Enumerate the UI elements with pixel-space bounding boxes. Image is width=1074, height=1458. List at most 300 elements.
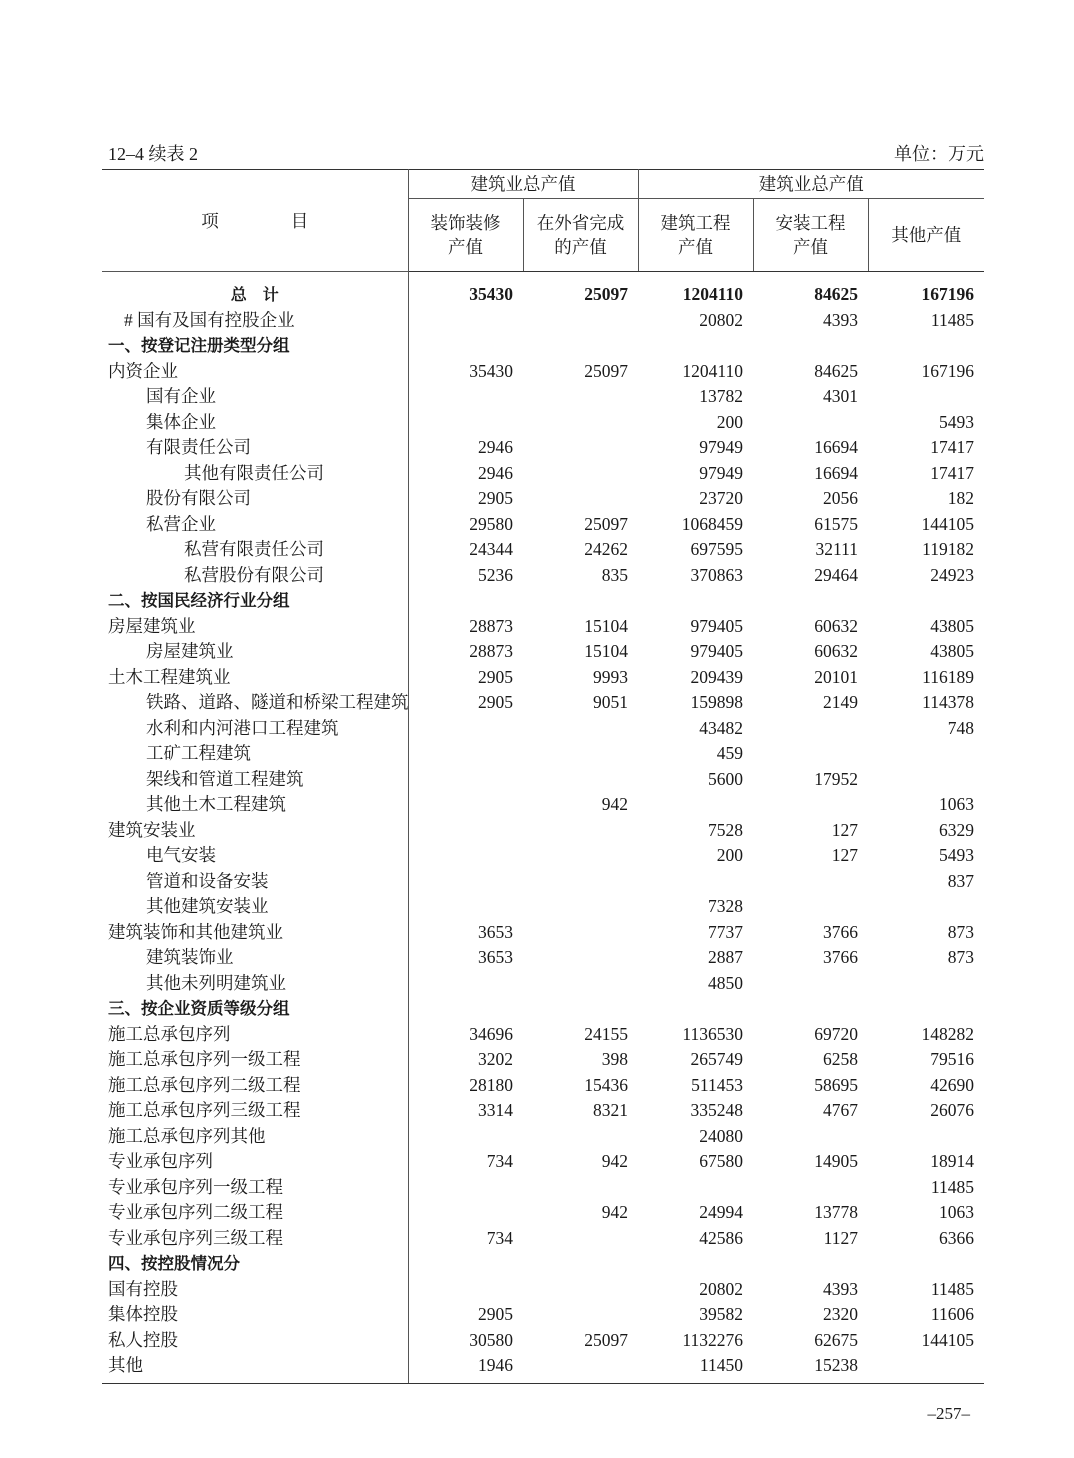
row-label: 其他未列明建筑业	[102, 971, 408, 997]
cell-value: 43482	[699, 717, 743, 738]
cell-value: 67580	[699, 1151, 743, 1171]
cell-value: 837	[947, 870, 975, 891]
cell-value: 3202	[478, 1049, 513, 1069]
cell-value: 1132276	[682, 1329, 743, 1350]
cell-value	[523, 333, 638, 359]
cell-value: 167196	[921, 284, 975, 304]
table-row	[102, 1302, 984, 1328]
cell-value: 127	[831, 819, 858, 840]
col-header-line: 产值	[793, 237, 828, 257]
table-row	[102, 767, 984, 793]
table-row	[102, 614, 984, 640]
cell-value	[523, 1302, 638, 1328]
table-row	[102, 818, 984, 844]
cell-value	[753, 996, 868, 1022]
cell-value	[638, 1175, 753, 1201]
cell-value: 62675	[814, 1329, 858, 1350]
cell-value	[753, 792, 868, 818]
table-row	[102, 1073, 984, 1099]
cell-value: 6258	[823, 1049, 858, 1069]
cell-value: 4767	[823, 1100, 858, 1120]
cell-value: 28873	[469, 615, 513, 636]
cell-value: 32111	[815, 539, 858, 559]
col-header-decoration	[408, 199, 523, 272]
row-label: 建筑装饰和其他建筑业	[102, 920, 408, 946]
page-header	[108, 140, 984, 166]
table-row	[102, 512, 984, 538]
row-label: 架线和管道工程建筑	[102, 767, 408, 793]
table-row	[102, 843, 984, 869]
cell-value: 873	[947, 947, 975, 967]
row-label: 股份有限公司	[102, 486, 408, 512]
cell-value	[523, 869, 638, 895]
table-row	[102, 920, 984, 946]
cell-value	[408, 1124, 523, 1150]
cell-value	[408, 308, 523, 334]
cell-value: 24155	[584, 1023, 628, 1044]
cell-value	[523, 843, 638, 869]
cell-value: 16694	[814, 462, 858, 483]
cell-value	[868, 333, 984, 359]
row-label: 其他土木工程建筑	[102, 792, 408, 818]
cell-value	[753, 741, 868, 767]
table-row	[102, 1149, 984, 1175]
cell-value	[523, 435, 638, 461]
cell-value: 25097	[584, 1329, 628, 1350]
cell-value: 28873	[469, 641, 513, 661]
cell-value: 84625	[814, 360, 858, 381]
cell-value	[408, 1251, 523, 1277]
cell-value	[408, 384, 523, 410]
row-label: 施工总承包序列	[102, 1022, 408, 1048]
cell-value: 182	[947, 488, 975, 508]
cell-value	[868, 1251, 984, 1277]
table-row	[102, 716, 984, 742]
cell-value: 24994	[699, 1202, 743, 1222]
table-row	[102, 461, 984, 487]
cell-value	[408, 1200, 523, 1226]
cell-value: 2905	[478, 488, 513, 508]
cell-value: 335248	[690, 1100, 743, 1120]
table-row	[102, 1226, 984, 1252]
row-label: 私营有限责任公司	[102, 537, 408, 563]
cell-value	[408, 894, 523, 920]
cell-value: 5493	[939, 845, 975, 865]
row-label: 国有企业	[102, 384, 408, 410]
table-row	[102, 410, 984, 436]
cell-value: 2056	[823, 488, 858, 508]
table-row	[102, 1098, 984, 1124]
cell-value: 24262	[584, 539, 628, 559]
cell-value: 24344	[469, 539, 513, 559]
cell-value: 7528	[708, 819, 743, 840]
table-row	[102, 537, 984, 563]
row-label: 其他建筑安装业	[102, 894, 408, 920]
page-number: –257–	[927, 1404, 970, 1423]
cell-value: 114378	[922, 692, 975, 712]
row-label: 四、按控股情况分	[102, 1251, 408, 1277]
cell-value: 25097	[584, 360, 628, 381]
table-row	[102, 945, 984, 971]
cell-value: 942	[601, 1151, 628, 1171]
table-id: 12–4 续表 2	[108, 144, 198, 164]
cell-value: 1063	[939, 1202, 975, 1222]
cell-value	[523, 461, 638, 487]
cell-value: 4393	[823, 309, 858, 330]
cell-value	[523, 1124, 638, 1150]
table-row	[102, 665, 984, 691]
table-row	[102, 894, 984, 920]
cell-value: 5493	[939, 411, 975, 432]
section-row	[102, 996, 984, 1022]
cell-value: 370863	[690, 564, 743, 585]
cell-value: 265749	[690, 1049, 743, 1069]
cell-value: 23720	[699, 488, 743, 508]
cell-value: 9051	[593, 692, 628, 712]
cell-value: 15104	[584, 641, 628, 661]
col-header-line: 装饰装修	[430, 213, 501, 233]
table-row	[102, 869, 984, 895]
cell-value: 942	[601, 794, 628, 814]
cell-value: 3766	[823, 947, 858, 967]
cell-value: 3653	[478, 947, 513, 967]
cell-value: 1136530	[682, 1023, 743, 1044]
cell-value: 116189	[922, 666, 975, 687]
cell-value: 459	[716, 743, 743, 763]
cell-value: 79516	[930, 1049, 975, 1069]
col-header-line: 产值	[678, 237, 713, 257]
cell-value	[523, 920, 638, 946]
cell-value: 11450	[638, 1353, 753, 1383]
cell-value: 167196	[921, 360, 975, 381]
cell-value: 35430	[469, 284, 513, 304]
cell-value: 3653	[478, 921, 513, 942]
cell-value	[753, 333, 868, 359]
cell-value	[408, 333, 523, 359]
table-row	[102, 690, 984, 716]
cell-value: 42586	[699, 1227, 743, 1248]
row-label: 集体企业	[102, 410, 408, 436]
cell-value	[523, 308, 638, 334]
cell-value: 144105	[921, 1329, 975, 1350]
cell-value: 398	[601, 1049, 628, 1069]
cell-value: 24080	[699, 1125, 743, 1146]
table-row	[102, 971, 984, 997]
row-label: # 国有及国有控股企业	[102, 308, 408, 334]
cell-value: 2946	[478, 462, 513, 483]
cell-value: 16694	[814, 437, 858, 457]
row-label: 工矿工程建筑	[102, 741, 408, 767]
cell-value	[523, 945, 638, 971]
cell-value: 11606	[930, 1304, 975, 1324]
cell-value: 7328	[708, 896, 743, 916]
cell-value: 17952	[814, 768, 858, 789]
row-label: 管道和设备安装	[102, 869, 408, 895]
col-header-line: 产值	[448, 237, 483, 257]
cell-value: 13778	[814, 1202, 858, 1222]
row-label: 专业承包序列	[102, 1149, 408, 1175]
row-label: 其他	[102, 1353, 408, 1383]
cell-value: 511453	[691, 1074, 743, 1095]
cell-value	[753, 1251, 868, 1277]
cell-value: 2149	[823, 692, 858, 712]
cell-value	[523, 1251, 638, 1277]
table-row	[102, 563, 984, 589]
cell-value	[523, 716, 638, 742]
cell-value: 42690	[930, 1074, 975, 1095]
table-row	[102, 1200, 984, 1226]
cell-value: 29464	[814, 564, 858, 585]
cell-value	[523, 818, 638, 844]
row-label: 一、按登记注册类型分组	[102, 333, 408, 359]
cell-value	[523, 1353, 638, 1383]
cell-value: 13782	[699, 386, 743, 406]
cell-value: 4850	[708, 972, 743, 993]
table-row	[102, 741, 984, 767]
cell-value	[868, 996, 984, 1022]
cell-value: 5600	[708, 768, 743, 789]
row-label: 专业承包序列二级工程	[102, 1200, 408, 1226]
cell-value: 200	[716, 845, 743, 865]
table-row	[102, 792, 984, 818]
row-label: 国有控股	[102, 1277, 408, 1303]
col-header-line: 安装工程	[775, 213, 846, 233]
row-label: 三、按企业资质等级分组	[102, 996, 408, 1022]
cell-value: 734	[486, 1227, 513, 1248]
col-header-installation	[753, 199, 868, 272]
cell-value: 159898	[690, 692, 743, 712]
table-row	[102, 308, 984, 334]
cell-value	[408, 1175, 523, 1201]
cell-value: 144105	[921, 513, 975, 534]
cell-value	[868, 741, 984, 767]
cell-value: 11485	[930, 1176, 975, 1197]
section-row	[102, 1251, 984, 1277]
item-column-header	[102, 170, 408, 272]
row-label: 施工总承包序列三级工程	[102, 1098, 408, 1124]
cell-value	[523, 741, 638, 767]
cell-value	[523, 384, 638, 410]
row-label: 有限责任公司	[102, 435, 408, 461]
cell-value	[638, 588, 753, 614]
cell-value	[868, 1353, 984, 1383]
row-label: 私营股份有限公司	[102, 563, 408, 589]
cell-value: 7737	[708, 921, 743, 942]
cell-value	[868, 894, 984, 920]
cell-value: 1063	[939, 794, 975, 814]
cell-value: 43805	[930, 615, 975, 636]
row-label: 私人控股	[102, 1328, 408, 1354]
table-row	[102, 1277, 984, 1303]
group-header-1: 建筑业总产值	[408, 170, 638, 199]
col-header-construction	[638, 199, 753, 272]
cell-value: 24923	[930, 564, 975, 585]
cell-value: 35430	[469, 360, 513, 381]
row-label: 建筑安装业	[102, 818, 408, 844]
cell-value: 5236	[478, 564, 513, 585]
cell-value: 97949	[699, 462, 743, 483]
total-row	[102, 272, 984, 308]
cell-value: 58695	[814, 1074, 858, 1095]
cell-value: 979405	[690, 641, 743, 661]
cell-value: 17417	[930, 437, 975, 457]
cell-value: 3766	[823, 921, 858, 942]
cell-value: 1068459	[681, 513, 743, 534]
cell-value	[868, 767, 984, 793]
cell-value	[753, 410, 868, 436]
table-body	[102, 272, 984, 1384]
cell-value: 873	[947, 921, 975, 942]
col-header-other-province	[523, 199, 638, 272]
row-label: 电气安装	[102, 843, 408, 869]
cell-value	[638, 1251, 753, 1277]
table-row	[102, 639, 984, 665]
cell-value	[523, 894, 638, 920]
table-row	[102, 359, 984, 385]
cell-value: 979405	[690, 615, 743, 636]
cell-value: 43805	[930, 641, 975, 661]
cell-value: 127	[831, 845, 858, 865]
cell-value	[408, 843, 523, 869]
cell-value	[523, 1226, 638, 1252]
table-row	[102, 1175, 984, 1201]
cell-value: 39582	[699, 1304, 743, 1324]
cell-value: 11485	[930, 309, 975, 330]
cell-value	[408, 818, 523, 844]
cell-value: 84625	[814, 284, 858, 304]
cell-value: 60632	[814, 615, 858, 636]
cell-value: 20802	[699, 1278, 743, 1299]
row-label: 专业承包序列三级工程	[102, 1226, 408, 1252]
cell-value	[868, 1124, 984, 1150]
table-row	[102, 486, 984, 512]
item-header-left: 项	[201, 210, 219, 231]
cell-value: 942	[601, 1202, 628, 1222]
col-header-other	[868, 199, 984, 272]
cell-value: 11485	[930, 1278, 975, 1299]
row-label: 其他有限责任公司	[102, 461, 408, 487]
table-header	[102, 170, 984, 272]
row-label: 铁路、道路、隧道和桥梁工程建筑	[102, 690, 408, 716]
cell-value	[868, 971, 984, 997]
table-row	[102, 1022, 984, 1048]
cell-value: 6329	[939, 819, 975, 840]
table-row	[102, 1047, 984, 1073]
cell-value: 1204110	[682, 360, 743, 381]
cell-value	[408, 971, 523, 997]
cell-value: 20101	[814, 666, 858, 687]
table-row	[102, 435, 984, 461]
table-row	[102, 1353, 984, 1383]
cell-value: 209439	[690, 666, 743, 687]
cell-value: 2905	[478, 692, 513, 712]
cell-value	[753, 588, 868, 614]
cell-value: 2905	[478, 1304, 513, 1324]
cell-value: 2946	[478, 437, 513, 457]
cell-value: 1946	[408, 1353, 523, 1383]
cell-value: 97949	[699, 437, 743, 457]
cell-value: 28180	[469, 1074, 513, 1095]
unit-label: 单位：万元	[894, 144, 984, 164]
cell-value	[638, 996, 753, 1022]
col-header-line: 在外省完成	[536, 213, 625, 233]
cell-value: 748	[947, 717, 975, 738]
cell-value: 9993	[593, 666, 628, 687]
cell-value: 2320	[823, 1304, 858, 1324]
col-header-line: 建筑工程	[660, 213, 731, 233]
cell-value: 25097	[584, 284, 628, 304]
cell-value: 69720	[814, 1023, 858, 1044]
cell-value	[753, 716, 868, 742]
row-label: 施工总承包序列一级工程	[102, 1047, 408, 1073]
cell-value	[408, 767, 523, 793]
cell-value: 30580	[469, 1329, 513, 1350]
cell-value: 119182	[922, 539, 975, 559]
row-label: 土木工程建筑业	[102, 665, 408, 691]
cell-value	[753, 869, 868, 895]
cell-value: 148282	[921, 1023, 975, 1044]
cell-value	[408, 716, 523, 742]
cell-value: 26076	[930, 1100, 975, 1120]
cell-value: 1204110	[682, 284, 743, 304]
cell-value: 734	[486, 1151, 513, 1171]
cell-value: 20802	[699, 309, 743, 330]
cell-value: 4393	[823, 1278, 858, 1299]
cell-value	[638, 792, 753, 818]
cell-value	[523, 971, 638, 997]
col-header-line: 其他产值	[891, 225, 962, 245]
cell-value	[408, 996, 523, 1022]
cell-value	[408, 869, 523, 895]
col-header-line: 的产值	[554, 237, 607, 257]
cell-value	[638, 869, 753, 895]
cell-value	[753, 1175, 868, 1201]
row-label: 房屋建筑业	[102, 614, 408, 640]
table-row	[102, 1124, 984, 1150]
cell-value: 60632	[814, 641, 858, 661]
cell-value	[523, 588, 638, 614]
row-label: 二、按国民经济行业分组	[102, 588, 408, 614]
row-label: 集体控股	[102, 1302, 408, 1328]
cell-value: 200	[716, 411, 743, 432]
statistics-table	[102, 169, 984, 1384]
cell-value	[753, 894, 868, 920]
group-header-2: 建筑业总产值	[638, 170, 984, 199]
cell-value: 18914	[930, 1151, 975, 1171]
cell-value: 2887	[708, 947, 743, 967]
cell-value: 697595	[690, 539, 743, 559]
row-label: 专业承包序列一级工程	[102, 1175, 408, 1201]
cell-value	[753, 971, 868, 997]
cell-value: 4301	[823, 386, 858, 406]
cell-value	[523, 767, 638, 793]
row-label: 私营企业	[102, 512, 408, 538]
section-row	[102, 333, 984, 359]
cell-value	[408, 588, 523, 614]
cell-value: 835	[601, 564, 628, 585]
cell-value: 15104	[584, 615, 628, 636]
cell-value: 15436	[584, 1074, 628, 1095]
cell-value: 25097	[584, 513, 628, 534]
cell-value	[868, 588, 984, 614]
cell-value	[523, 996, 638, 1022]
section-row	[102, 588, 984, 614]
cell-value	[523, 1277, 638, 1303]
cell-value	[638, 333, 753, 359]
row-label: 施工总承包序列其他	[102, 1124, 408, 1150]
cell-value	[753, 1124, 868, 1150]
cell-value: 29580	[469, 513, 513, 534]
